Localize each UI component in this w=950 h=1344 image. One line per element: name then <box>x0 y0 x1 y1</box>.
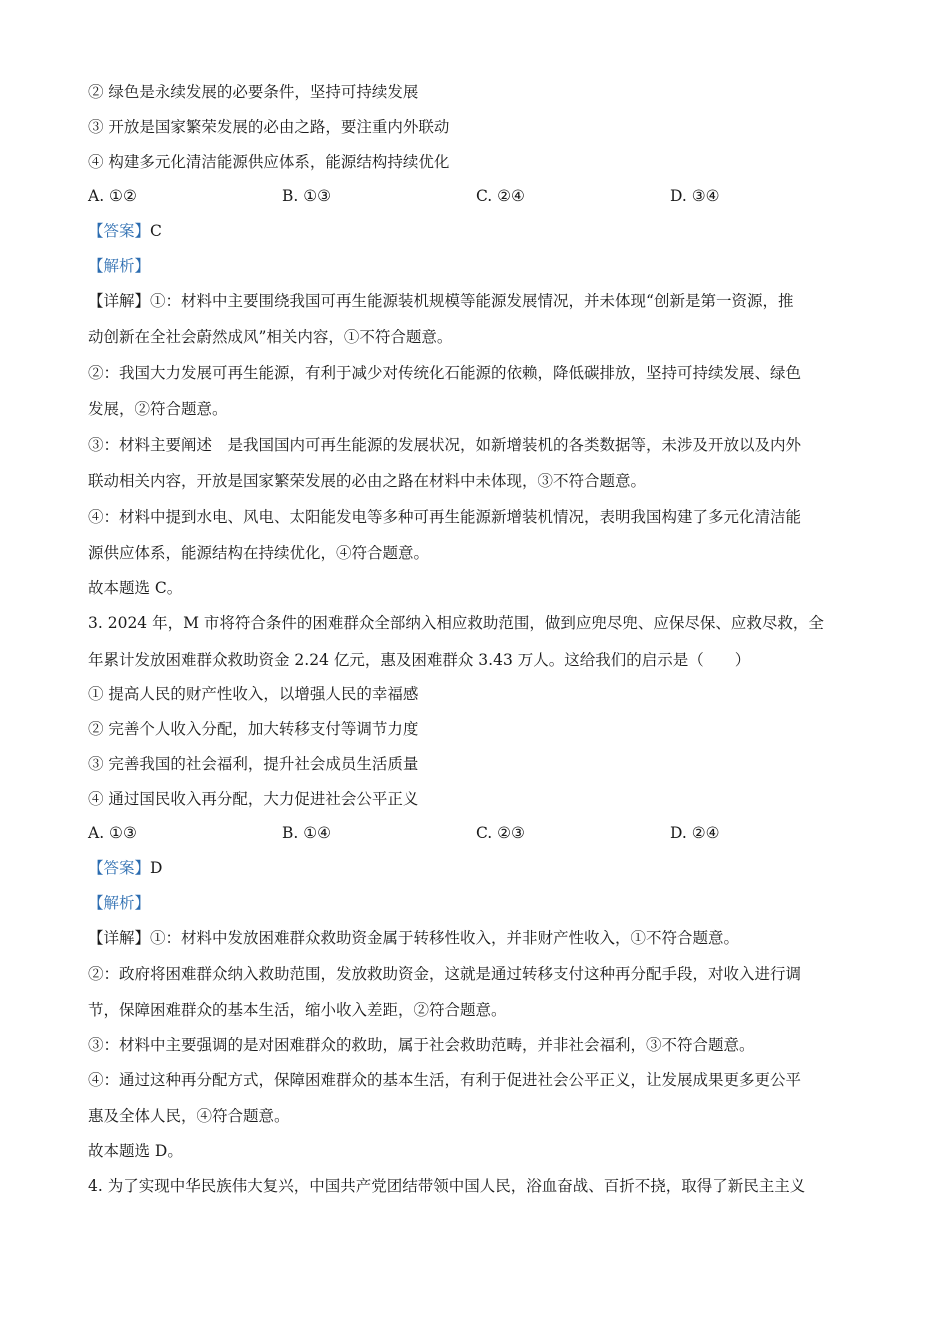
q3-option-d: D. ②④ <box>670 824 720 842</box>
q2-option-b: B. ①③ <box>282 187 332 205</box>
q2-analysis-heading <box>88 256 150 276</box>
q3-answer <box>88 858 162 878</box>
detail-text: ①：材料中发放困难群众救助资金属于转移性收入，并非财产性收入，①不符合题意。 <box>150 929 740 947</box>
q2-detail-line: ④：材料中提到水电、风电、太阳能发电等多种可再生能源新增装机情况，表明我国构建了多元化清洁能 <box>88 508 802 526</box>
q2-item-2: ② 绿色是永续发展的必要条件，坚持可持续发展 <box>88 83 419 101</box>
q3-conclusion: 故本题选 D。 <box>88 1142 183 1160</box>
q4-stem-line: 4. 为了实现中华民族伟大复兴，中国共产党团结带领中国人民，浴血奋战、百折不挠，取得了新民主主义 <box>88 1177 806 1195</box>
q2-answer <box>88 221 162 241</box>
q2-detail-line: 联动相关内容，开放是国家繁荣发展的必由之路在材料中未体现，③不符合题意。 <box>88 472 647 490</box>
q2-conclusion: 故本题选 C。 <box>88 579 183 597</box>
q2-detail-line: ③：材料主要阐述 是我国国内可再生能源的发展状况，如新增装机的各类数据等，未涉及开放以及内外 <box>88 436 802 454</box>
q2-option-a: A. ①② <box>88 187 137 205</box>
answer-tag: 【答案】 <box>88 859 151 877</box>
analysis-tag: 【解析】 <box>88 894 151 912</box>
q3-item-2: ② 完善个人收入分配，加大转移支付等调节力度 <box>88 720 419 738</box>
q3-detail-line: 节，保障困难群众的基本生活，缩小收入差距，②符合题意。 <box>88 1001 507 1019</box>
q3-stem-line: 3. 2024 年，M 市将符合条件的困难群众全部纳入相应救助范围，做到应兜尽兜、应保尽保、应救尽救，全 <box>88 614 824 632</box>
answer-value: C <box>150 222 162 240</box>
q3-option-c: C. ②③ <box>476 824 525 842</box>
q2-option-c: C. ②④ <box>476 187 525 205</box>
q3-item-4: ④ 通过国民收入再分配，大力促进社会公平正义 <box>88 790 419 808</box>
q3-detail-line <box>88 928 739 948</box>
q3-item-1: ① 提高人民的财产性收入，以增强人民的幸福感 <box>88 685 419 703</box>
q3-detail-line: ③：材料中主要强调的是对困难群众的救助，属于社会救助范畴，并非社会福利，③不符合题意。 <box>88 1036 755 1054</box>
q3-option-b: B. ①④ <box>282 824 332 842</box>
q3-detail-line: ②：政府将困难群众纳入救助范围，发放救助资金，这就是通过转移支付这种再分配手段，对收入进行调 <box>88 965 802 983</box>
answer-tag: 【答案】 <box>88 222 151 240</box>
q2-item-4: ④ 构建多元化清洁能源供应体系，能源结构持续优化 <box>88 153 450 171</box>
detail-tag: 【详解】 <box>88 292 151 310</box>
q3-detail-line: 惠及全体人民，④符合题意。 <box>88 1107 290 1125</box>
q3-stem-line: 年累计发放困难群众救助资金 2.24 亿元，惠及困难群众 3.43 万人。这给我们的启示是（ ） <box>88 651 751 669</box>
q2-detail-line: ②：我国大力发展可再生能源，有利于减少对传统化石能源的依赖，降低碳排放，坚持可持续发展、绿色 <box>88 364 802 382</box>
detail-text: ①：材料中主要围绕我国可再生能源装机规模等能源发展情况，并未体现“创新是第一资源，推 <box>150 292 794 310</box>
q3-item-3: ③ 完善我国的社会福利，提升社会成员生活质量 <box>88 755 419 773</box>
q2-option-d: D. ③④ <box>670 187 720 205</box>
q2-detail-line: 源供应体系，能源结构在持续优化，④符合题意。 <box>88 544 430 562</box>
q2-detail-line: 动创新在全社会蔚然成风”相关内容，①不符合题意。 <box>88 328 453 346</box>
q2-detail-line: 发展，②符合题意。 <box>88 400 228 418</box>
q2-item-3: ③ 开放是国家繁荣发展的必由之路，要注重内外联动 <box>88 118 450 136</box>
answer-value: D <box>150 859 163 877</box>
detail-tag: 【详解】 <box>88 929 151 947</box>
q3-analysis-heading <box>88 893 150 913</box>
q3-detail-line: ④：通过这种再分配方式，保障困难群众的基本生活，有利于促进社会公平正义，让发展成果更多更公平 <box>88 1071 802 1089</box>
q3-option-a: A. ①③ <box>88 824 137 842</box>
q2-detail-line <box>88 291 793 311</box>
analysis-tag: 【解析】 <box>88 257 151 275</box>
